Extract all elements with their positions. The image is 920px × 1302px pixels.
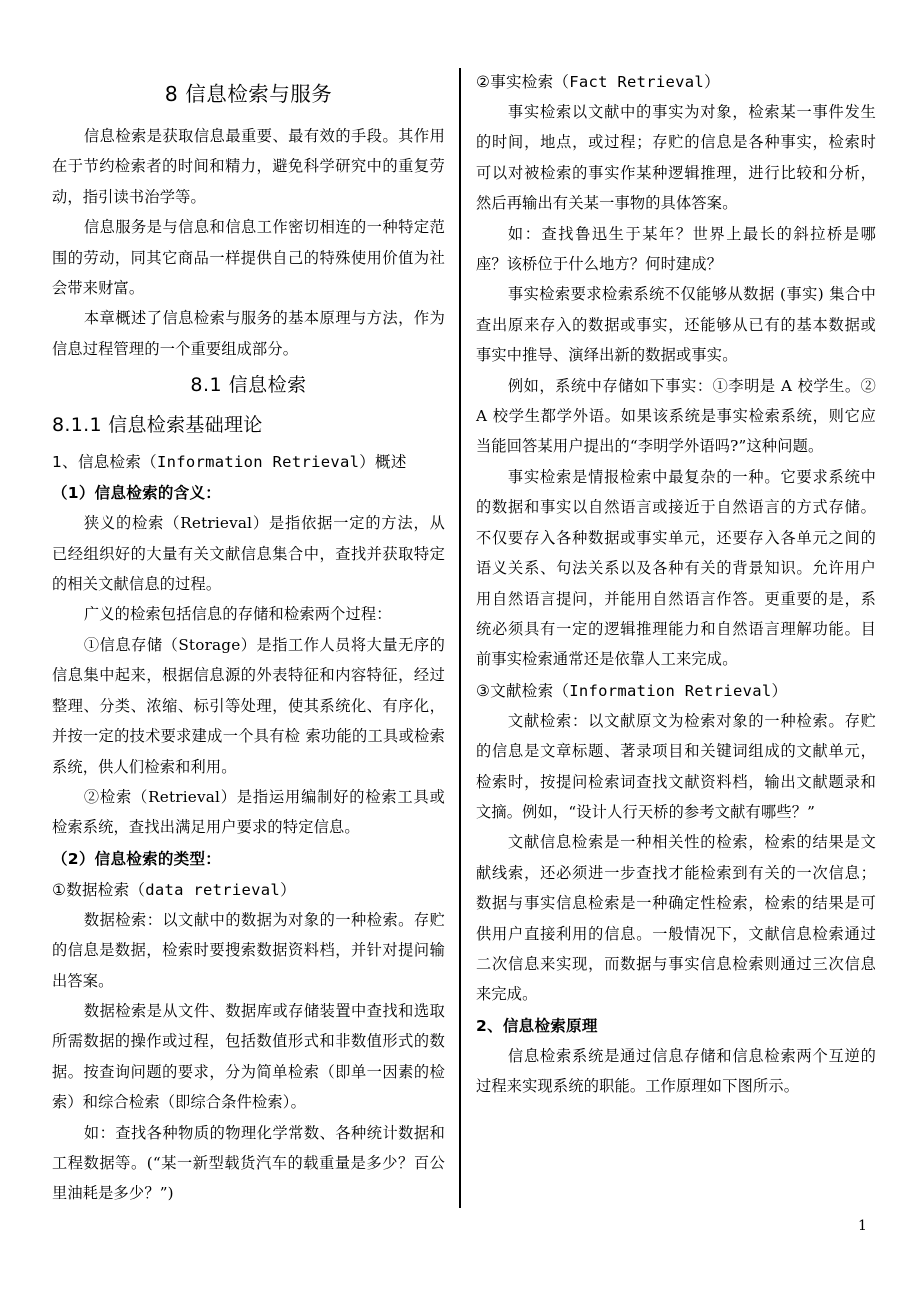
section-title: 8.1 信息检索 (190, 374, 307, 397)
body-paragraph: 例如，系统中存储如下事实：①李明是 A 校学生。② A 校学生都学外语。如果该系统是事实检索系统，则它应当能回答某用户提出的“李明学外语吗?”这种问题。 (476, 376, 876, 456)
body-paragraph: 事实检索是情报检索中最复杂的一种。它要求系统中的数据和事实以自然语言或接近于自然语言的方式存储。不仅要存入各种数据或事实单元，还要存入各单元之间的语义关系、句法关系以及各种有关的背景知识。允许用户用自然语言提问，并能用自然语言作答。更重要的是，系统必须具有一定的逻辑推理能力和自然语言理解功能。目前事实检索通常还是依靠人工来完成。 (476, 467, 876, 669)
body-paragraph: ①信息存储（Storage）是指工作人员将大量无序的信息集中起来，根据信息源的外表特征和内容特征，经过整理、分类、浓缩、标引等处理，使其系统化、有序化，并按一定的技术要求建成一个具有检 索功能的工具或检索系统，供人们检索和利用。 (52, 635, 445, 776)
heading-data-prefix: ①数据检索（ (52, 880, 146, 899)
body-paragraph: 事实检索要求检索系统不仅能够从数据 (事实) 集合中查出原来存入的数据或事实，还能够从已有的基本数据或事实中推导、演绎出新的数据或事实。 (476, 285, 876, 365)
heading-types: （2）信息检索的类型： (52, 849, 222, 868)
heading-overview (52, 448, 445, 477)
right-column (476, 66, 876, 1102)
page-number: 1 (858, 1218, 867, 1234)
body-paragraph: 如：查找各种物质的物理化学常数、各种统计数据和工程数据等。(“某一新型载货汽车的载重量是多少？百公里油耗是多少？”) (52, 1123, 445, 1203)
heading-principle: 2、信息检索原理 (476, 1016, 598, 1035)
body-paragraph: 数据检索是从文件、数据库或存储装置中查找和选取所需数据的操作或过程，包括数值形式和非数值形式的数据。按查询问题的要求，分为简单检索（即单一因素的检索）和综合检索（即综合条件检索）。 (52, 1001, 445, 1112)
heading-doc-suffix: ） (771, 681, 788, 700)
heading-fact-en: Fact Retrieval (569, 73, 705, 91)
heading-fact-prefix: ②事实检索（ (476, 73, 570, 91)
body-paragraph: 文献检索：以文献原文为检索对象的一种检索。存贮的信息是文章标题、著录项目和关键词组成的文献单元，检索时，按提问检索词查找文献资料档，输出文献题录和文摘。例如，“设计人行天桥的参考文献有哪些？” (476, 711, 876, 821)
body-paragraph: 广义的检索包括信息的存储和检索两个过程： (83, 605, 392, 624)
heading-doc-prefix: ③文献检索（ (476, 681, 570, 700)
chapter-title: 8 信息检索与服务 (164, 82, 333, 106)
body-paragraph: 事实检索以文献中的事实为对象，检索某一事件发生的时间，地点，或过程；存贮的信息是各种事实，检索时可以对被检索的事实作某种逻辑推理，进行比较和分析，然后再输出有关某一事物的具体答案。 (476, 103, 876, 213)
heading-data-retrieval (52, 876, 445, 905)
body-paragraph: 文献信息检索是一种相关性的检索，检索的结果是文献线索，还必须进一步查找才能检索到有关的一次信息；数据与事实信息检索是一种确定性检索，检索的结果是可供用户直接利用的信息。一般情况下，文献信息检索通过二次信息来实现，而数据与事实信息检索则通过三次信息来完成。 (476, 833, 876, 1004)
body-paragraph: 信息检索系统是通过信息存储和信息检索两个互逆的过程来实现系统的职能。工作原理如下图所示。 (476, 1046, 876, 1096)
heading-document-retrieval (476, 677, 876, 706)
heading-fact-suffix: ） (704, 73, 720, 91)
intro-paragraph: 信息服务是与信息和信息工作密切相连的一种特定范围的劳动，同其它商品一样提供自己的特殊使用价值为社会带来财富。 (52, 218, 445, 298)
body-paragraph: ②检索（Retrieval）是指运用编制好的检索工具或检索系统，查找出满足用户要求的特定信息。 (52, 787, 445, 837)
heading-data-en: data retrieval (145, 880, 281, 899)
heading-overview-en: Information Retrieval (156, 453, 360, 472)
heading-fact-retrieval (476, 68, 876, 97)
body-paragraph: 狭义的检索（Retrieval）是指依据一定的方法，从已经组织好的大量有关文献信息集合中，查找并获取特定的相关文献信息的过程。 (52, 514, 445, 594)
heading-doc-en: Information Retrieval (569, 681, 772, 700)
body-paragraph: 如：查找鲁迅生于某年？世界上最长的斜拉桥是哪座？该桥位于什么地方？何时建成？ (476, 224, 876, 274)
column-divider (459, 68, 461, 1208)
intro-paragraph: 信息检索是获取信息最重要、最有效的手段。其作用在于节约检索者的时间和精力，避免科学研究中的重复劳动，指引读书治学等。 (52, 127, 445, 206)
subsection-title: 8.1.1 信息检索基础理论 (52, 414, 263, 437)
heading-data-suffix: ） (280, 880, 296, 899)
body-paragraph: 数据检索：以文献中的数据为对象的一种检索。存贮的信息是数据，检索时要搜索数据资料档，并针对提问输出答案。 (52, 910, 445, 990)
left-column (52, 66, 445, 1209)
heading-overview-suffix: ）概述 (359, 453, 407, 472)
intro-paragraph: 本章概述了信息检索与服务的基本原理与方法，作为信息过程管理的一个重要组成部分。 (52, 309, 445, 358)
heading-meaning: （1）信息检索的含义： (52, 484, 222, 503)
heading-overview-prefix: 1、信息检索（ (52, 453, 157, 472)
